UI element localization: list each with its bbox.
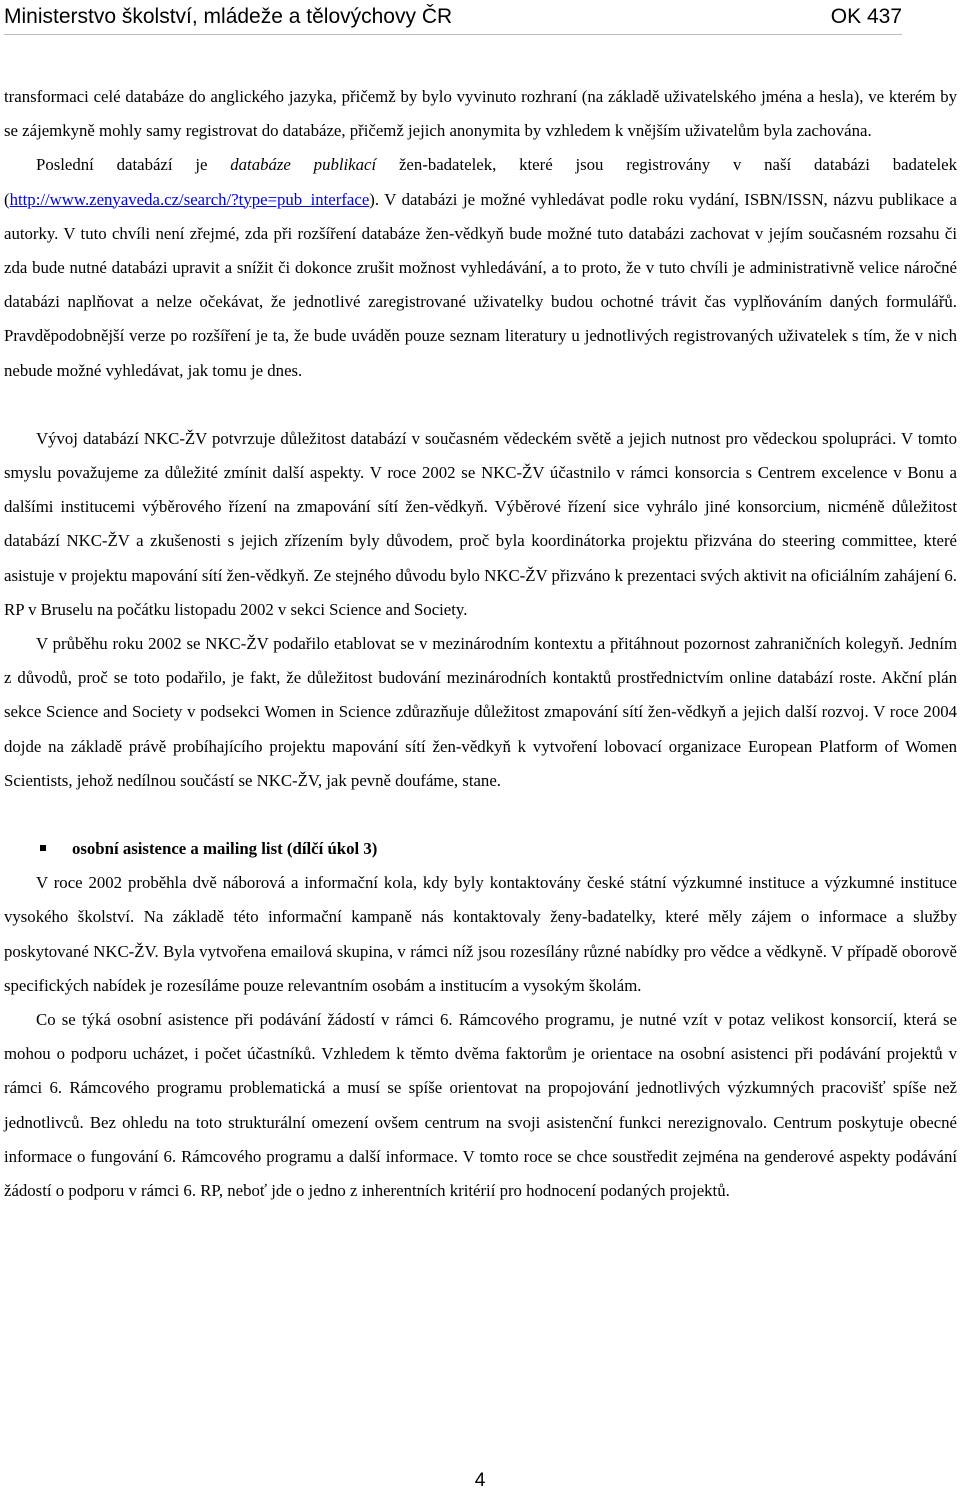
paragraph-database-development: Vývoj databází NKC-ŽV potvrzuje důležitost databází v současném vědeckém světě a jejich nutnost pro vědeckou spolupráci. V tomto smyslu považujeme za důležité zmínit další aspekty. V roce 2002 se NKC-ŽV účastnilo v rámci konsorcia s Centrem excelence v Bonu a dalšími institucemi výběrového řízení na zmapování sítí žen-vědkyň. Výběrové řízení sice vyhrálo jiné konsorcium, nicméně důležitost databází NKC-ŽV a zkušenosti s jejich zřízením byly důvodem, proč byla koordinátorka projektu přizvána do steering committee, které asistuje v projektu mapování sítí žen-vědkyň. Ze stejného důvodu bylo NKC-ŽV přizváno k prezentaci svých aktivit na oficiálním zahájení 6. RP v Bruselu na počátku listopadu 2002 v sekci Science and Society. — [4, 428, 957, 619]
document-code: OK 437 — [830, 5, 902, 28]
p2-mid: žen-badatelek, které jsou registrovány v naší databázi badatelek ( — [4, 155, 957, 209]
database-link[interactable]: http://www.zenyaveda.cz/search/?type=pub_interface — [9, 189, 370, 209]
page-number: 4 — [474, 1470, 486, 1491]
square-bullet-icon — [40, 845, 46, 851]
p2-italic-term: databáze publikací — [230, 155, 377, 175]
paragraph-international-context: V průběhu roku 2002 se NKC-ŽV podařilo etablovat se v mezinárodním kontextu a přitáhnout pozornost zahraničních kolegyň. Jedním z důvodů, proč se toto podařilo, je fakt, že důležitost budování mezinárodních kontaktů prostřednictvím online databází roste. Akční plán sekce Science and Society v podsekci Women in Science zdůrazňuje důležitost zmapování sítí žen-vědkyň a jejich další rozvoj. V roce 2004 dojde na základě právě probíhajícího projektu mapování sítí žen-vědkyň k vytvoření lobovací organizace European Platform of Women Scientists, jehož nedílnou součástí se NKC-ŽV, jak pevně doufáme, stane. — [4, 634, 957, 790]
paragraph-recruitment-rounds: V roce 2002 proběhla dvě náborová a informační kola, kdy byly kontaktovány české státní výzkumné instituce a výzkumné instituce vysokého školství. Na základě této informační kampaně nás kontaktovaly ženy-badatelky, které měly zájem o informace a služby poskytované NKC-ŽV. Byla vytvořena emailová skupina, v rámci níž jsou rozesílány různé nabídky pro vědce a vědkyně. V případě oborově specifických nabídek je rozesíláme pouze relevantním osobám a institucím a vysokým školám. — [4, 873, 957, 995]
page-header — [4, 2, 902, 35]
main-content — [4, 80, 957, 1208]
section-bullet-heading — [4, 832, 957, 866]
p2-start: Poslední databází je — [36, 155, 231, 175]
paragraph-database-transformation: transformaci celé databáze do anglického jazyka, přičemž by bylo vyvinuto rozhraní (na základě uživatelského jména a hesla), ve kterém by se zájemkyně mohly samy registrovat do databáze, přičemž jejich anonymita by vzhledem k vnějším uživatelům byla zachována. — [4, 87, 957, 141]
paragraph-personal-assistance: Co se týká osobní asistence při podávání žádostí v rámci 6. Rámcového programu, je nutné vzít v potaz velikost konsorcií, která se mohou o podporu ucházet, i počet účastníků. Vzhledem k těmto dvěma faktorům je orientace na osobní asistenci při podávání projektů v rámci 6. Rámcového programu problematická a musí se spíše orientovat na propojování jednotlivých výzkumných pracovišť spíše než jednotlivců. Bez ohledu na toto strukturální omezení ovšem centrum na svoji asistenční funkci nerezignovalo. Centrum poskytuje obecné informace o fungování 6. Rámcového programu a další informace. V tomto roce se chce soustředit zejména na genderové aspekty podávání žádostí o podporu v rámci 6. RP, neboť jde o jedno z inherentních kritérií pro hodnocení podaných projektů. — [4, 1010, 957, 1201]
paragraph-publication-database — [4, 148, 957, 387]
ministry-name: Ministerstvo školství, mládeže a tělovýchovy ČR — [4, 5, 453, 28]
bullet-heading-text: osobní asistence a mailing list (dílčí úkol 3) — [72, 839, 378, 859]
p2-rest: ). V databázi je možné vyhledávat podle roku vydání, ISBN/ISSN, názvu publikace a autorky. V tuto chvíli není zřejmé, zda při rozšíření databáze žen-vědkyň bude možné tuto databázi zachovat v jejím současném rozsahu či zda bude nutné databázi upravit a snížit či dokonce zrušit možnost vyhledávání, a to proto, že v tuto chvíli je administrativně velice náročné databázi naplňovat a nelze očekávat, že jednotlivé zaregistrované uživatelky budou ochotné trávit čas vyplňováním daných formulářů. Pravděpodobnější verze po rozšíření je ta, že bude uváděn pouze seznam literatury u jednotlivých registrovaných uživatelek s tím, že v nich nebude možné vyhledávat, jak tomu je dnes. — [4, 189, 957, 380]
